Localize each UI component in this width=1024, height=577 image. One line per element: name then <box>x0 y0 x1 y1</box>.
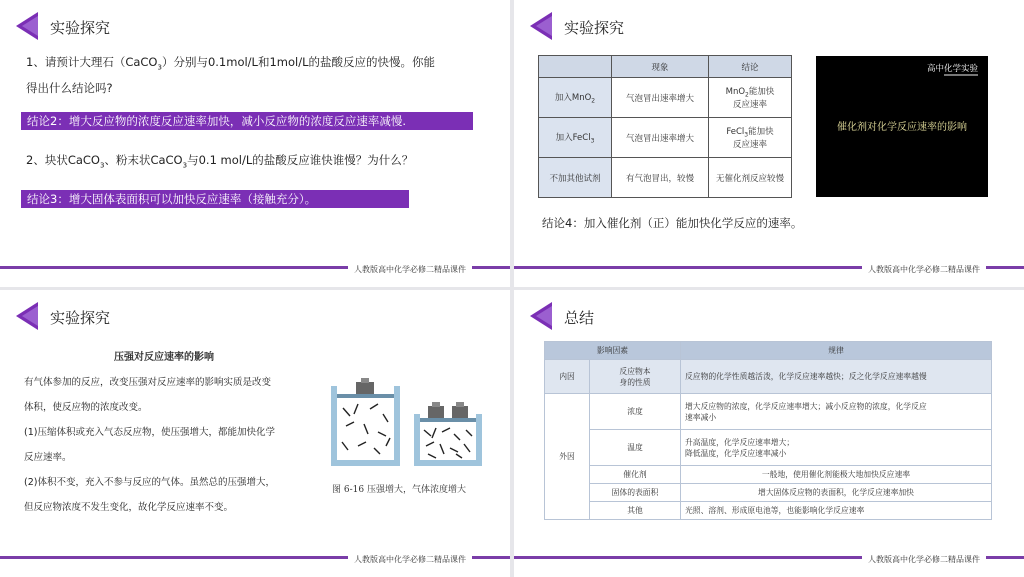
video-player[interactable] <box>816 56 988 197</box>
slide-2[interactable] <box>514 0 1024 287</box>
slide-1[interactable] <box>0 0 510 287</box>
pressure-explanation: 有气体参加的反应，改变压强对反应速率的影响实质是改变 体积，使反应物的浓度改变。 (1)压缩体积或充入气态反应物，使压强增大，都能加快化学 反应速率。 (2)体积不变，充入不参与反应的气体。虽然总的压强增大， 但反应物浓度不发生变化，故化学反应速率不变。 <box>24 377 275 513</box>
footer-text: 人教版高中化学必修二精品课件 <box>348 264 472 275</box>
conclusion-2-highlight: 结论2：增大反应物的浓度反应速率加快，减小反应物的浓度反应速率减慢. <box>21 112 473 130</box>
figure-caption: 图 6-16 压强增大，气体浓度增大 <box>332 485 466 495</box>
table-row: 外因 浓度 增大反应物的浓度，化学反应速率增大；减小反应物的浓度，化学反应 速率减小 <box>545 394 992 430</box>
table-header <box>539 56 612 78</box>
container-left <box>331 378 400 466</box>
triangle-logo-icon <box>528 10 556 40</box>
footer-text: 人教版高中化学必修二精品课件 <box>862 554 986 565</box>
table-row: 温度 升高温度，化学反应速率增大； 降低温度，化学反应速率减小 <box>545 430 992 466</box>
section-subtitle: 压强对反应速率的影响 <box>114 352 214 363</box>
slide-title: 实验探究 <box>564 19 625 37</box>
catalyst-table <box>538 55 792 198</box>
container-right <box>414 402 482 466</box>
table-row: 内因 反应物本 身的性质 反应物的化学性质越活泼，化学反应速率越快；反之化学反应速率越慢 <box>545 360 992 394</box>
conclusion-4: 结论4：加入催化剂（正）能加快化学反应的速率。 <box>542 216 803 230</box>
table-row: 固体的表面积 增大固体反应物的表面积，化学反应速率加快 <box>545 484 992 502</box>
question-2: 2、块状CaCO$_3$、粉末状CaCO$_3$与0.1 mol/L的盐酸反应谁快谁慢？为什么？ <box>26 153 414 170</box>
slide-title: 实验探究 <box>50 19 111 37</box>
slide-title: 实验探究 <box>50 309 111 327</box>
triangle-logo-icon <box>14 10 42 40</box>
question-1: 1、请预计大理石（CaCO$_3$）分别与0.1mol/L和1mol/L的盐酸反应的快慢。你能 得出什么结论吗? <box>26 55 435 96</box>
table-row: 催化剂 一般地，使用催化剂能极大地加快反应速率 <box>545 466 992 484</box>
table-row: 加入FeCl$_3$ 气泡冒出速率增大 FeCl$_3$能加快 反应速率 <box>539 118 792 158</box>
slide-4[interactable] <box>514 290 1024 577</box>
footer-text: 人教版高中化学必修二精品课件 <box>862 264 986 275</box>
slide-3[interactable] <box>0 290 510 577</box>
footer-text: 人教版高中化学必修二精品课件 <box>348 554 472 565</box>
triangle-logo-icon <box>528 300 556 330</box>
table-header: 现象 <box>612 56 709 78</box>
table-row: 加入MnO$_2$ 气泡冒出速率增大 MnO$_2$能加快 反应速率 <box>539 78 792 118</box>
video-badge: 高中化学实验 <box>926 64 978 74</box>
pressure-figure <box>328 374 488 469</box>
video-badge-underline <box>944 74 978 76</box>
table-header: 规律 <box>681 342 992 360</box>
slide-title: 总结 <box>564 309 595 327</box>
triangle-logo-icon <box>14 300 42 330</box>
table-row: 其他 光照、溶剂、形成原电池等，也能影响化学反应速率 <box>545 502 992 520</box>
table-row: 不加其他试剂 有气泡冒出，较慢 无催化剂反应较慢 <box>539 158 792 198</box>
video-title: 催化剂对化学反应速率的影响 <box>837 122 967 133</box>
table-header: 结论 <box>709 56 792 78</box>
table-header: 影响因素 <box>545 342 681 360</box>
summary-table <box>544 341 992 520</box>
conclusion-3-highlight: 结论3：增大固体表面积可以加快反应速率（接触充分）。 <box>21 190 409 208</box>
